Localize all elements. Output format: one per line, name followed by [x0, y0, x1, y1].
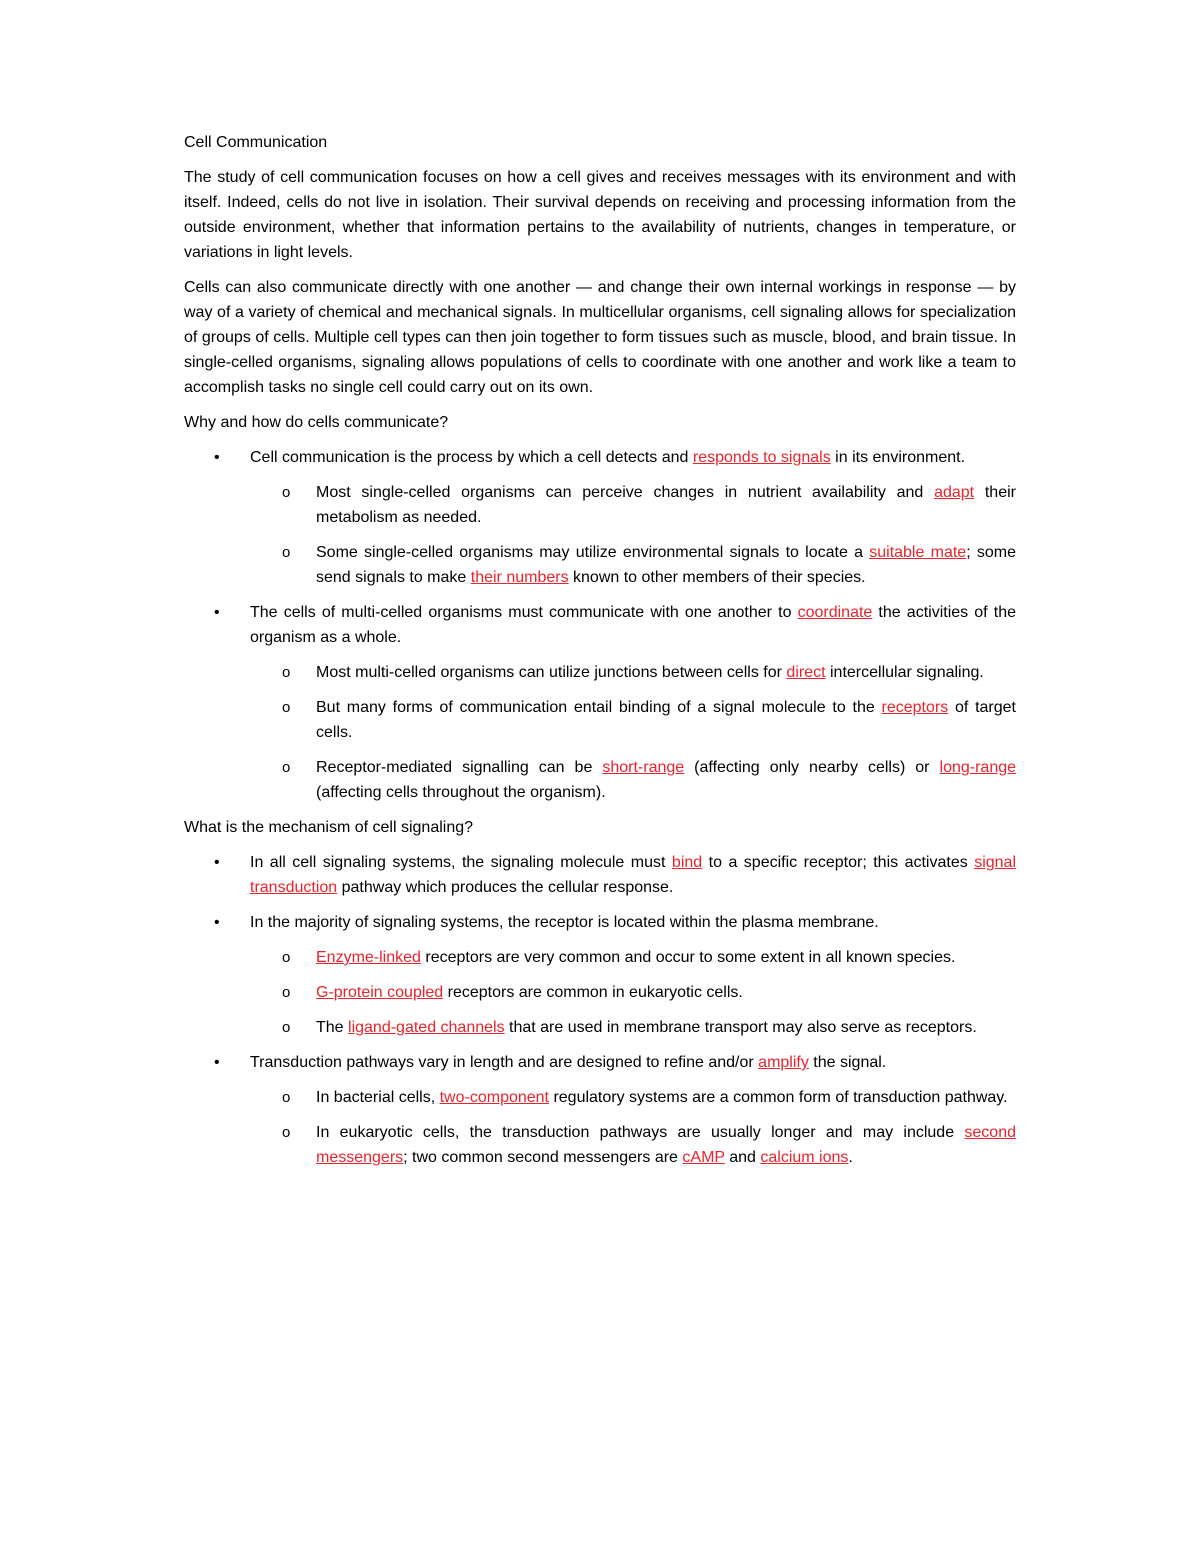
document-page	[184, 130, 1016, 1180]
list-item	[184, 445, 1016, 590]
circle-bullet-icon: o	[282, 664, 291, 681]
highlight-term: suitable mate	[869, 544, 967, 561]
sub-list-item	[250, 540, 1016, 590]
sub-list-item-text: Most multi-celled organisms can utilize junctions between cells for direct intercellular signaling.	[316, 664, 984, 681]
intro-paragraph-2: Cells can also communicate directly with one another — and change their own internal workings in response — by way of a variety of chemical and mechanical signals. In multicellular organisms, cell signaling allows for specialization of groups of cells. Multiple cell types can then join together to form tissues such as muscle, blood, and brain tissue. In single-celled organisms, signaling allows populations of cells to coordinate with one another and work like a team to accomplish tasks no single cell could carry out on its own.	[184, 279, 1016, 396]
highlight-term: coordinate	[797, 604, 873, 621]
highlight-term: bind	[671, 854, 703, 871]
bullet-icon: •	[214, 1054, 220, 1071]
section-heading-mechanism: What is the mechanism of cell signaling?	[184, 819, 474, 836]
circle-bullet-icon: o	[282, 1124, 291, 1141]
highlight-term: receptors	[881, 699, 949, 716]
highlight-term: long-range	[939, 759, 1017, 776]
sub-list-item-text: In bacterial cells, two-component regulatory systems are a common form of transduction pathway.	[316, 1089, 1008, 1106]
sub-list	[250, 1085, 1016, 1170]
sub-list-item-text: But many forms of communication entail binding of a signal molecule to the receptors of target cells.	[316, 699, 1017, 741]
sub-list-item-text: The ligand-gated channels that are used in membrane transport may also serve as receptors.	[316, 1019, 977, 1036]
highlight-term: short-range	[602, 759, 685, 776]
circle-bullet-icon: o	[282, 699, 291, 716]
sub-list	[250, 660, 1016, 805]
sub-list-item	[250, 695, 1016, 745]
highlight-term: direct	[786, 664, 826, 681]
circle-bullet-icon: o	[282, 949, 291, 966]
highlight-term: ligand-gated channels	[348, 1019, 505, 1036]
bullet-icon: •	[214, 604, 220, 621]
sub-list-item-text: Some single-celled organisms may utilize environmental signals to locate a suitable mate; some send signals to make their numbers known to other members of their species.	[316, 544, 1016, 586]
sub-list	[250, 945, 1016, 1040]
circle-bullet-icon: o	[282, 984, 291, 1001]
section1-list	[184, 445, 1016, 805]
list-item	[184, 600, 1016, 805]
circle-bullet-icon: o	[282, 759, 291, 776]
highlight-term: amplify	[758, 1054, 809, 1071]
sub-list-item-text: Most single-celled organisms can perceive changes in nutrient availability and adapt their metabolism as needed.	[316, 484, 1016, 526]
circle-bullet-icon: o	[282, 1089, 291, 1106]
bullet-icon: •	[214, 449, 220, 466]
highlight-term: their numbers	[470, 569, 569, 586]
list-item	[184, 1050, 1016, 1170]
list-item	[184, 910, 1016, 1040]
sub-list-item-text: Receptor-mediated signalling can be short-range (affecting only nearby cells) or long-range (affecting cells throughout the organism).	[316, 759, 1017, 801]
sub-list-item-text: Enzyme-linked receptors are very common and occur to some extent in all known species.	[316, 949, 956, 966]
document-title: Cell Communication	[184, 134, 328, 151]
bullet-icon: •	[214, 854, 220, 871]
highlight-term: calcium ions	[760, 1149, 849, 1166]
circle-bullet-icon: o	[282, 484, 291, 501]
sub-list-item	[250, 480, 1016, 530]
list-item-text: In all cell signaling systems, the signaling molecule must bind to a specific receptor; this activates signal transduction pathway which produces the cellular response.	[250, 854, 1017, 896]
sub-list-item-text: In eukaryotic cells, the transduction pathways are usually longer and may include second messengers; two common second messengers are cAMP and calcium ions.	[316, 1124, 1016, 1166]
sub-list-item	[250, 1015, 1016, 1040]
highlight-term: responds to signals	[692, 449, 831, 466]
section-heading-why-how: Why and how do cells communicate?	[184, 414, 449, 431]
list-item	[184, 850, 1016, 900]
sub-list-item	[250, 945, 1016, 970]
section2-list	[184, 850, 1016, 1170]
highlight-term: signal transduction	[250, 854, 1017, 896]
circle-bullet-icon: o	[282, 544, 291, 561]
sub-list-item	[250, 980, 1016, 1005]
highlight-term: second messengers	[316, 1124, 1016, 1166]
sub-list-item-text: G-protein coupled receptors are common in eukaryotic cells.	[316, 984, 743, 1001]
intro-paragraph-1: The study of cell communication focuses on how a cell gives and receives messages with its environment and with itself. Indeed, cells do not live in isolation. Their survival depends on receiving and processing information from the outside environment, whether that information pertains to the availability of nutrients, changes in temperature, or variations in light levels.	[184, 169, 1016, 261]
highlight-term: G-protein coupled	[316, 984, 444, 1001]
bullet-icon: •	[214, 914, 220, 931]
list-item-text: In the majority of signaling systems, the receptor is located within the plasma membrane.	[250, 914, 879, 931]
circle-bullet-icon: o	[282, 1019, 291, 1036]
highlight-term: cAMP	[682, 1149, 725, 1166]
highlight-term: two-component	[439, 1089, 549, 1106]
sub-list-item	[250, 1120, 1016, 1170]
list-item-text: Transduction pathways vary in length and are designed to refine and/or amplify the signal.	[250, 1054, 887, 1071]
sub-list-item	[250, 660, 1016, 685]
highlight-term: adapt	[934, 484, 975, 501]
sub-list-item	[250, 755, 1016, 805]
sub-list-item	[250, 1085, 1016, 1110]
highlight-term: Enzyme-linked	[316, 949, 421, 966]
list-item-text: The cells of multi-celled organisms must communicate with one another to coordinate the activities of the organism as a whole.	[250, 604, 1016, 646]
sub-list	[250, 480, 1016, 590]
list-item-text: Cell communication is the process by which a cell detects and responds to signals in its environment.	[250, 449, 966, 466]
